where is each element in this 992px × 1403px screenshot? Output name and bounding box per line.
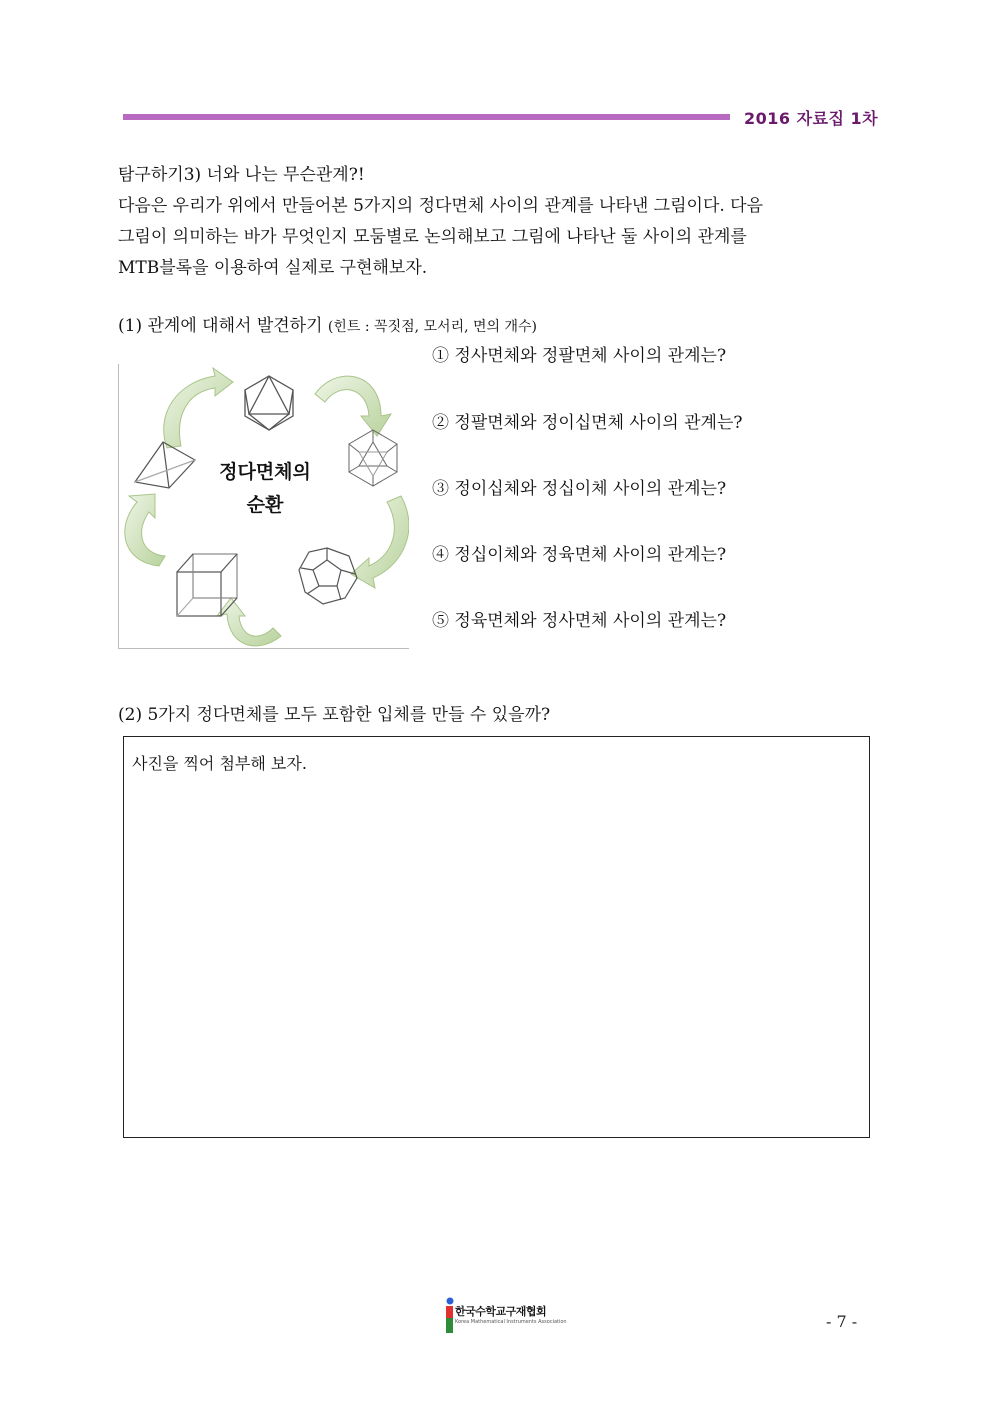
intro-line-3: MTB블록을 이용하여 실제로 구현해보자. <box>118 258 428 278</box>
polyhedra-cycle-figure <box>118 364 409 649</box>
question-2: ② 정팔면체와 정이십면체 사이의 관계는? <box>432 413 743 433</box>
section1-heading <box>118 311 537 336</box>
photo-answer-box[interactable] <box>123 736 870 1138</box>
question-3: ③ 정이십체와 정십이체 사이의 관계는? <box>432 479 727 499</box>
section1-title: (1) 관계에 대해서 발견하기 <box>118 316 323 336</box>
octahedron-icon <box>245 376 293 430</box>
header-rule <box>123 114 730 120</box>
logo-english-name: Korea Mathematical Instruments Association <box>455 1319 567 1325</box>
section1-hint: (힌트 : 꼭짓점, 모서리, 면의 개수) <box>327 319 538 335</box>
header-label: 2016 자료집 1차 <box>744 109 879 128</box>
icosahedron-icon <box>349 430 397 486</box>
intro-paragraph <box>118 160 878 284</box>
figure-title <box>215 456 315 522</box>
question-1: ① 정사면체와 정팔면체 사이의 관계는? <box>432 346 727 366</box>
logo-name: 한국수학교구재협회 <box>455 1305 547 1318</box>
dodecahedron-icon <box>299 548 357 604</box>
section2-title: (2) 5가지 정다면체를 모두 포함한 입체를 만들 수 있을까? <box>118 705 551 725</box>
photo-box-instruction: 사진을 찍어 첨부해 보자. <box>132 754 307 773</box>
question-5: ⑤ 정육면체와 정사면체 사이의 관계는? <box>432 611 727 631</box>
intro-line-2: 그림이 의미하는 바가 무엇인지 모둠별로 논의해보고 그림에 나타난 둘 사이의 관계를 <box>118 227 747 247</box>
association-logo <box>446 1297 567 1333</box>
intro-title: 탐구하기3) 너와 나는 무슨관계?! <box>118 165 365 185</box>
tetrahedron-icon <box>135 442 195 488</box>
page-number: - 7 - <box>826 1312 858 1331</box>
logo-mark-icon <box>446 1297 454 1333</box>
figure-title-line-2: 순환 <box>246 494 284 516</box>
question-4: ④ 정십이체와 정육면체 사이의 관계는? <box>432 545 727 565</box>
figure-title-line-1: 정다면체의 <box>219 461 311 483</box>
intro-line-1: 다음은 우리가 위에서 만들어본 5가지의 정다면체 사이의 관계를 나타낸 그림이다. 다음 <box>118 196 764 216</box>
